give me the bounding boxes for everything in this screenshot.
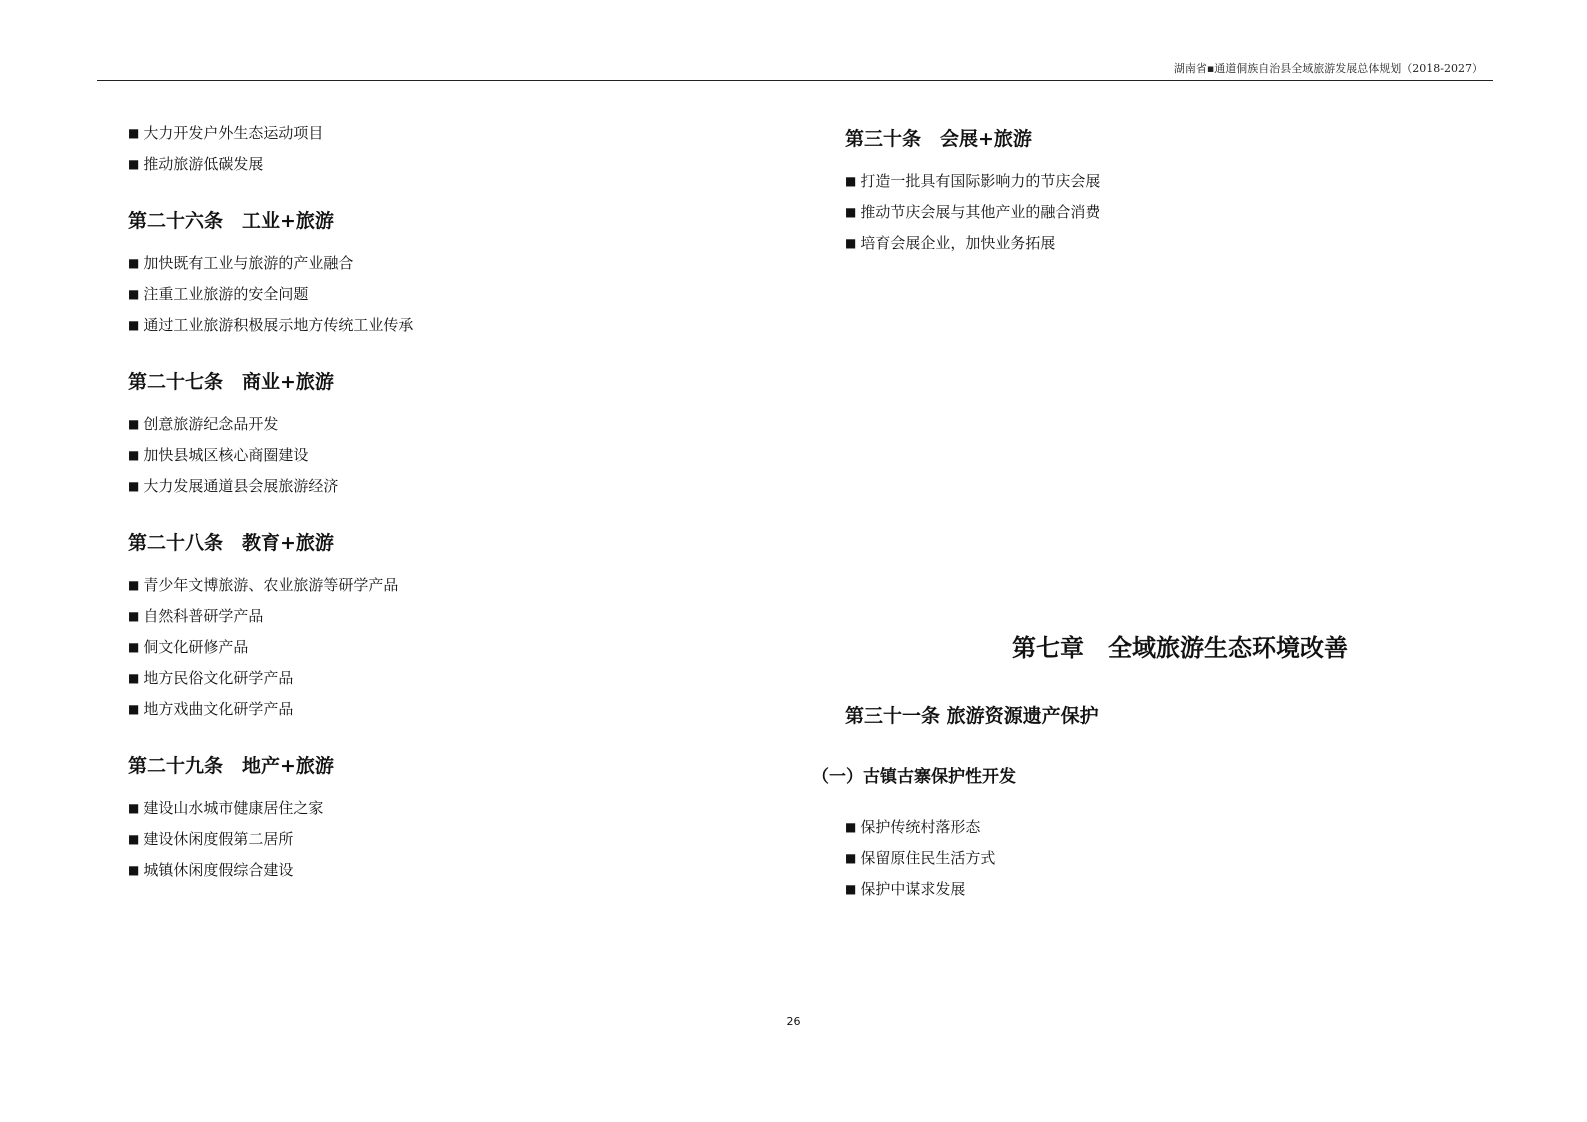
article-28-list: [128, 570, 748, 725]
document-title: 湖南省▪通道侗族自治县全域旅游发展总体规划（2018-2027）: [1173, 62, 1483, 75]
square-bullet-icon: ■: [845, 882, 857, 896]
square-bullet-icon: ■: [128, 157, 140, 171]
list-item: ■ 地方戏曲文化研学产品: [128, 700, 294, 718]
list-item: ■ 地方民俗文化研学产品: [128, 669, 294, 687]
list-item: ■ 大力开发户外生态运动项目: [128, 124, 324, 142]
article-30-heading: 第三十条 会展+旅游: [845, 128, 1032, 150]
article-29-heading: 第二十九条 地产+旅游: [128, 755, 334, 777]
square-bullet-icon: ■: [845, 851, 857, 865]
square-bullet-icon: ■: [128, 417, 140, 431]
square-bullet-icon: ■: [128, 479, 140, 493]
list-item: ■ 城镇休闲度假综合建设: [128, 861, 294, 879]
list-item: ■ 推动旅游低碳发展: [128, 155, 264, 173]
square-bullet-icon: ■: [845, 205, 857, 219]
subsection-list: [845, 812, 995, 905]
square-bullet-icon: ■: [128, 256, 140, 270]
square-bullet-icon: ■: [845, 820, 857, 834]
square-bullet-icon: ■: [128, 287, 140, 301]
article-26-list: [128, 248, 748, 341]
list-item: ■ 加快既有工业与旅游的产业融合: [128, 254, 354, 272]
article-31-heading: 第三十一条 旅游资源遗产保护: [845, 705, 1099, 727]
intro-list: [128, 118, 748, 180]
square-bullet-icon: ■: [845, 174, 857, 188]
page-number: 26: [786, 1015, 801, 1028]
list-item: ■ 保留原住民生活方式: [845, 849, 996, 867]
square-bullet-icon: ■: [128, 578, 140, 592]
article-27-heading: 第二十七条 商业+旅游: [128, 371, 334, 393]
chapter-7-block: [800, 628, 1560, 663]
square-bullet-icon: ■: [128, 801, 140, 815]
article-31-block: [845, 703, 1099, 729]
square-bullet-icon: ■: [128, 448, 140, 462]
list-item: ■ 自然科普研学产品: [128, 607, 264, 625]
list-item: ■ 通过工业旅游积极展示地方传统工业传承: [128, 316, 414, 334]
page-header: [97, 58, 1493, 81]
chapter-title: 第七章 全域旅游生态环境改善: [1012, 634, 1348, 662]
list-item: ■ 侗文化研修产品: [128, 638, 249, 656]
subsection-heading: （一）古镇古寨保护性开发: [812, 767, 1016, 787]
list-item: ■ 创意旅游纪念品开发: [128, 415, 279, 433]
square-bullet-icon: ■: [845, 236, 857, 250]
article-28-heading: 第二十八条 教育+旅游: [128, 532, 334, 554]
list-item: ■ 培育会展企业，加快业务拓展: [845, 234, 1056, 252]
article-30-list: [845, 166, 1485, 259]
list-item: ■ 建设山水城市健康居住之家: [128, 799, 324, 817]
square-bullet-icon: ■: [128, 126, 140, 140]
list-item: ■ 建设休闲度假第二居所: [128, 830, 294, 848]
list-item: ■ 打造一批具有国际影响力的节庆会展: [845, 172, 1101, 190]
square-bullet-icon: ■: [128, 609, 140, 623]
list-item: ■ 加快县城区核心商圈建设: [128, 446, 309, 464]
list-item: ■ 保护传统村落形态: [845, 818, 981, 836]
square-bullet-icon: ■: [128, 671, 140, 685]
article-29-list: [128, 793, 748, 886]
square-bullet-icon: ■: [128, 318, 140, 332]
right-column: [845, 118, 1485, 259]
left-column: [128, 118, 748, 886]
list-item: ■ 注重工业旅游的安全问题: [128, 285, 309, 303]
square-bullet-icon: ■: [128, 702, 140, 716]
list-item: ■ 青少年文博旅游、农业旅游等研学产品: [128, 576, 399, 594]
list-item: ■ 保护中谋求发展: [845, 880, 966, 898]
square-bullet-icon: ■: [128, 640, 140, 654]
square-bullet-icon: ■: [128, 832, 140, 846]
list-item: ■ 大力发展通道县会展旅游经济: [128, 477, 339, 495]
article-27-list: [128, 409, 748, 502]
list-item: ■ 推动节庆会展与其他产业的融合消费: [845, 203, 1101, 221]
square-bullet-icon: ■: [128, 863, 140, 877]
article-26-heading: 第二十六条 工业+旅游: [128, 210, 334, 232]
